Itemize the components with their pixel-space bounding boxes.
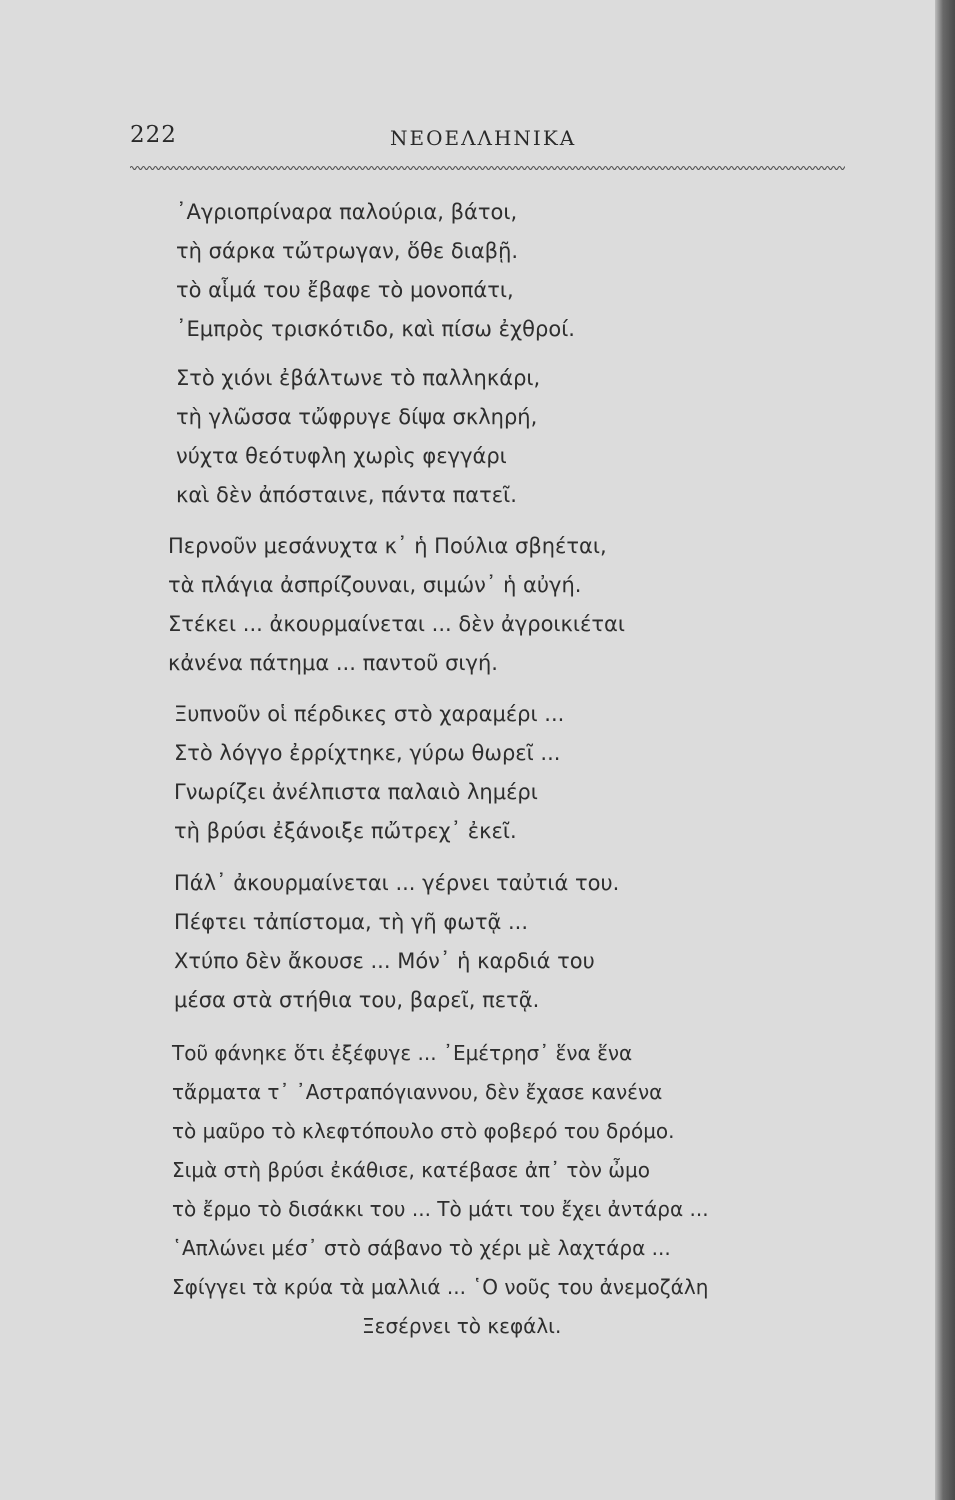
verse-line: Γνωρίζει ἀνέλπιστα παλαιὸ λημέρι <box>174 780 538 804</box>
verse-line: τὴ γλῶσσα τὤφρυγε δίψα σκληρή, <box>176 405 538 429</box>
verse-line-final: Ξεσέρνει τὸ κεφάλι. <box>362 1314 562 1338</box>
verse-line: Στέκει ... ἀκουρμαίνεται ... δὲν ἀγροικιέται <box>168 612 625 636</box>
verse-line: ῾Απλώνει μέσ᾿ στὸ σάβανο τὸ χέρι μὲ λαχτάρα ... <box>172 1236 671 1260</box>
verse-line: ᾿Αγριοπρίναρα παλούρια, βάτοι, <box>176 200 518 224</box>
verse-line: Πέφτει τἀπίστομα, τὴ γῆ φωτᾷ ... <box>174 910 529 934</box>
verse-line: Πάλ᾿ ἀκουρμαίνεται ... γέρνει ταὐτιά του. <box>174 871 620 895</box>
stanza-6 <box>172 1034 709 1346</box>
verse-line: τἄρματα τ᾿ ᾿Αστραπόγιαννου, δὲν ἔχασε κανένα <box>172 1080 663 1104</box>
verse-line: νύχτα θεότυφλη χωρὶς φεγγάρι <box>176 444 507 468</box>
verse-line: τὸ αἷμά του ἔβαφε τὸ μονοπάτι, <box>176 278 514 302</box>
verse-line: Στὸ χιόνι ἐβάλτωνε τὸ παλληκάρι, <box>176 366 541 390</box>
verse-line: μέσα στὰ στήθια του, βαρεῖ, πετᾷ. <box>174 988 540 1012</box>
stanza-2 <box>176 359 540 515</box>
verse-line: Σφίγγει τὰ κρύα τὰ μαλλιά ... ῾Ο νοῦς του ἀνεμοζάλη <box>172 1275 709 1299</box>
verse-line: τὰ πλάγια ἀσπρίζουναι, σιμών᾿ ἡ αὐγή. <box>168 573 582 597</box>
page-header <box>130 122 845 162</box>
wavy-rule <box>130 164 845 172</box>
verse-line: κἀνένα πάτημα ... παντοῦ σιγή. <box>168 651 498 675</box>
verse-line: Σιμὰ στὴ βρύσι ἐκάθισε, κατέβασε ἀπ᾿ τὸν ὦμο <box>172 1158 650 1182</box>
stanza-4 <box>174 695 564 851</box>
page-number: 222 <box>130 122 177 148</box>
running-title: ΝΕΟΕΛΛΗΝΙΚΑ <box>390 126 577 150</box>
verse-line: τὴ βρύσι ἐξάνοιξε πὤτρεχ᾿ ἐκεῖ. <box>174 819 517 843</box>
verse-line: Τοῦ φάνηκε ὅτι ἐξέφυγε ... ᾿Εμέτρησ᾿ ἕνα ἕνα <box>172 1041 633 1065</box>
verse-line: Χτύπο δὲν ἄκουσε ... Μόν᾿ ἡ καρδιά του <box>174 949 595 973</box>
stanza-1 <box>176 193 575 349</box>
verse-line: Περνοῦν μεσάνυχτα κ᾿ ἡ Πούλια σβηέται, <box>168 534 607 558</box>
page-edge-shadow <box>935 0 955 1500</box>
verse-line: τὸ ἔρμο τὸ δισάκκι του ... Τὸ μάτι του ἔχει ἀντάρα ... <box>172 1197 709 1221</box>
verse-line: Ξυπνοῦν οἱ πέρδικες στὸ χαραμέρι ... <box>174 702 565 726</box>
verse-line: καὶ δὲν ἀπόσταινε, πάντα πατεῖ. <box>176 483 517 507</box>
verse-line: τὴ σάρκα τὤτρωγαν, ὅθε διαβῇ. <box>176 239 519 263</box>
verse-line: ᾿Εμπρὸς τρισκότιδο, καὶ πίσω ἐχθροί. <box>176 317 575 341</box>
verse-line: Στὸ λόγγο ἐρρίχτηκε, γύρω θωρεῖ ... <box>174 741 561 765</box>
verse-line: τὸ μαῦρο τὸ κλεφτόπουλο στὸ φοβερό του δρόμο. <box>172 1119 675 1143</box>
stanza-3 <box>168 527 625 683</box>
stanza-5 <box>174 864 619 1020</box>
